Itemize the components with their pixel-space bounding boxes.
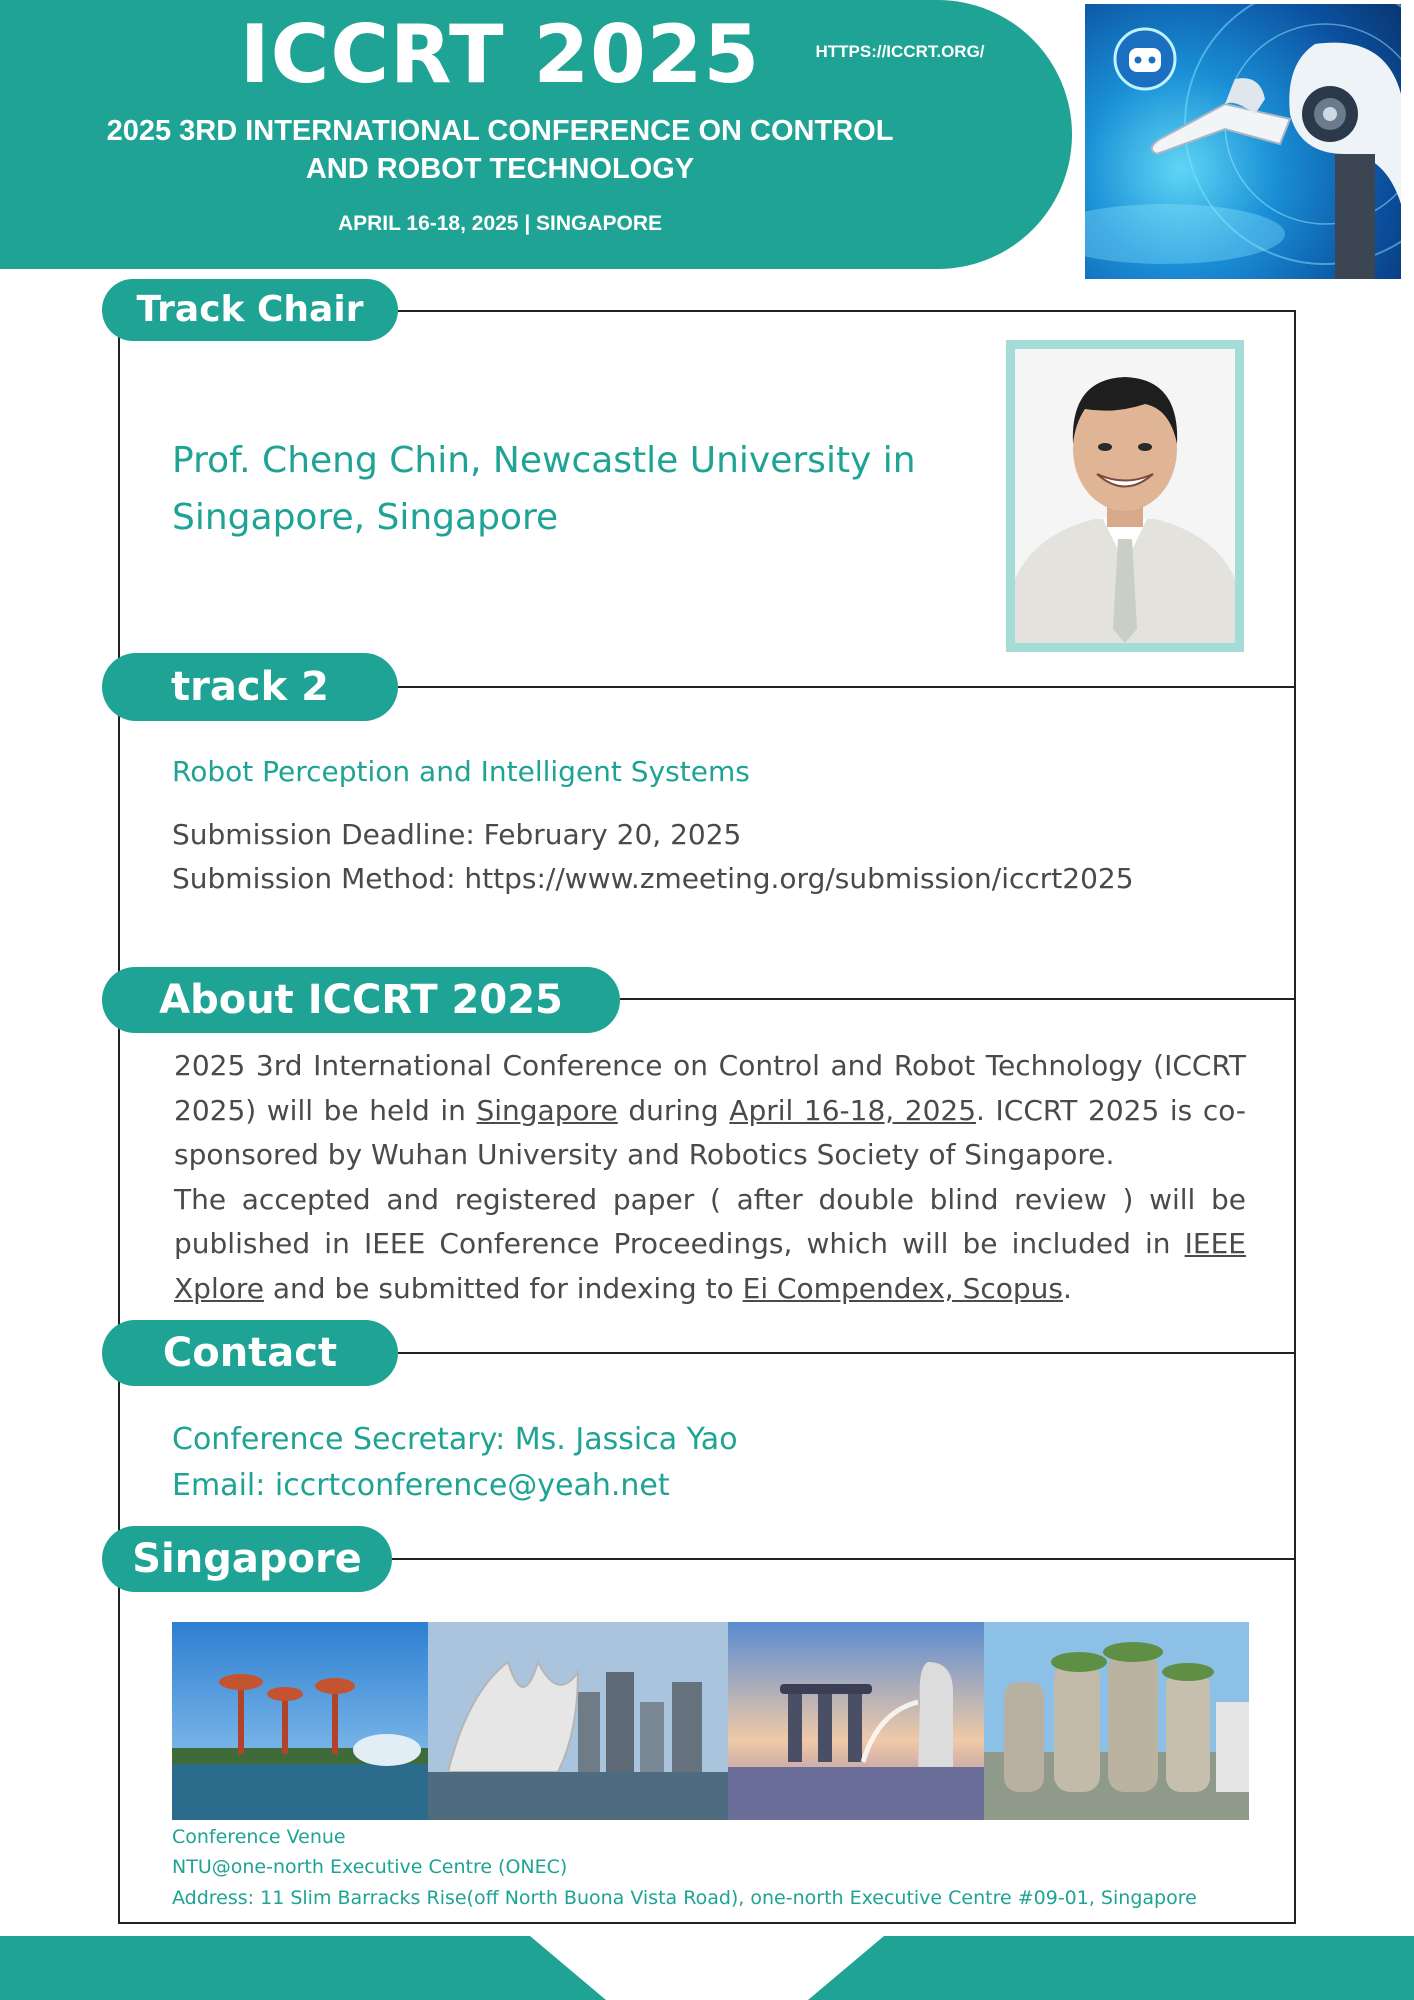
section-divider-about xyxy=(620,998,1296,1000)
submission-method: Submission Method: https://www.zmeeting.org/submission/iccrt2025 xyxy=(172,862,1134,895)
robot-hand-image xyxy=(1085,4,1401,279)
dates-link[interactable]: April 16-18, 2025 xyxy=(729,1093,977,1127)
subtitle-line-1: 2025 3RD INTERNATIONAL CONFERENCE ON CONTROL xyxy=(106,115,894,147)
section-label-track-chair: Track Chair xyxy=(102,279,398,341)
about-text xyxy=(174,1044,1246,1311)
singapore-link[interactable]: Singapore xyxy=(476,1093,618,1127)
section-label-track: track 2 xyxy=(102,653,398,721)
track-topic: Robot Perception and Intelligent Systems xyxy=(172,755,750,788)
chair-name-line-1: Prof. Cheng Chin, Newcastle University in xyxy=(172,440,916,481)
about-paragraph-2: The accepted and registered paper ( after double blind review ) will be published in IEEE Conference Proceedings, which will be included in IEEE Xplore and be submitted for indexing to Ei Compendex, Scopus. xyxy=(174,1182,1246,1305)
submission-deadline: Submission Deadline: February 20, 2025 xyxy=(172,818,742,851)
section-label-singapore: Singapore xyxy=(102,1526,392,1592)
contact-email[interactable]: Email: iccrtconference@yeah.net xyxy=(172,1468,670,1503)
marina-bay-merlion-photo xyxy=(728,1622,984,1820)
conference-secretary: Conference Secretary: Ms. Jassica Yao xyxy=(172,1422,738,1457)
section-divider-track xyxy=(398,686,1296,688)
conference-title: ICCRT 2025 xyxy=(239,8,761,101)
artscience-museum-photo xyxy=(428,1622,728,1820)
conference-url-link[interactable]: HTTPS://ICCRT.ORG/ xyxy=(815,42,985,61)
section-divider-track-chair xyxy=(398,310,1296,312)
indexing-link[interactable]: Ei Compendex, Scopus xyxy=(742,1271,1063,1305)
venue-name: NTU@one-north Executive Centre (ONEC) xyxy=(172,1856,568,1878)
robot-illustration xyxy=(1085,4,1401,279)
track-chair-photo xyxy=(1006,340,1244,652)
gardens-by-the-bay-photo xyxy=(172,1622,428,1820)
footer-banner xyxy=(0,1936,1414,2000)
ntu-hive-photo xyxy=(984,1622,1249,1820)
portrait-illustration xyxy=(1015,349,1235,643)
subtitle-line-2: AND ROBOT TECHNOLOGY xyxy=(305,153,695,185)
venue-address: Address: 11 Slim Barracks Rise(off North Buona Vista Road), one-north Executive Centre #09-01, Singapore xyxy=(172,1887,1197,1909)
section-label-contact: Contact xyxy=(102,1320,398,1386)
conference-subtitle xyxy=(30,112,970,188)
section-label-about: About ICCRT 2025 xyxy=(102,967,620,1033)
venue-title: Conference Venue xyxy=(172,1826,346,1848)
section-divider-singapore xyxy=(392,1558,1296,1560)
track-chair-name xyxy=(172,432,972,546)
chair-name-line-2: Singapore, Singapore xyxy=(172,497,559,538)
conference-date-location: APRIL 16-18, 2025 | SINGAPORE xyxy=(337,212,663,235)
about-paragraph-1: 2025 3rd International Conference on Control and Robot Technology (ICCRT 2025) will be held in Singapore during April 16-18, 2025. ICCRT 2025 is co-sponsored by Wuhan University and Robotics Society of Singapore. xyxy=(174,1049,1246,1171)
ieee-xplore-link[interactable]: IEEE Xplore xyxy=(174,1227,1246,1305)
section-divider-contact xyxy=(398,1352,1296,1354)
